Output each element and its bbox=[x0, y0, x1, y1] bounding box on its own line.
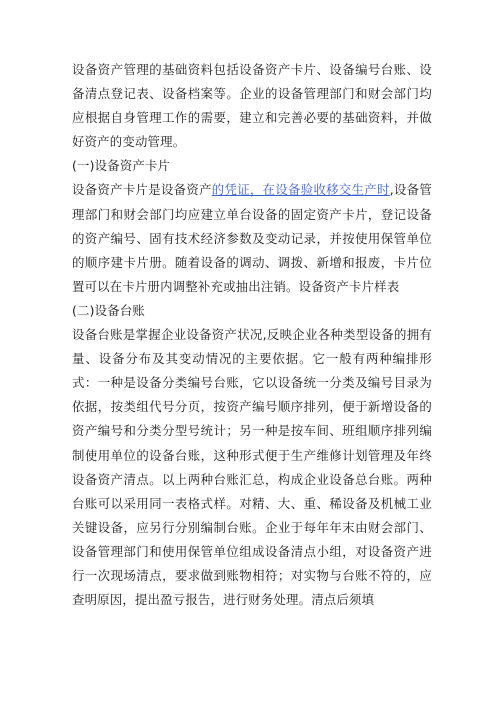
paragraph-intro: 设备资产管理的基础资料包括设备资产卡片、设备编号台账、设备清点登记表、设备档案等。企业的设备管理部门和财会部门均应根据自身管理工作的需要，建立和完善必要的基础资料，并做好资产的变动管理。 bbox=[72, 62, 432, 150]
paragraph-asset-card bbox=[72, 178, 432, 298]
document-body bbox=[72, 58, 432, 612]
section-heading-asset-card: (一)设备资产卡片 bbox=[72, 158, 171, 174]
paragraph-ledger: 设备台账是掌握企业设备资产状况,反映企业各种类型设备的拥有量、设备分布及其变动情况的主要依据。它一般有两种编排形式：一种是设备分类编号台账，它以设备统一分类及编号目录为依据，按类组代号分页，按资产编号顺序排列，便于新增设备的资产编号和分类分型号统计；另一种是按车间、班组顺序排列编制使用单位的设备台账，这种形式便于生产维修计划管理及年终设备资产清点。以上两种台账汇总，构成企业设备总台账。两种台账可以采用同一表格式样。对精、大、重、稀设备及机械工业关键设备，应另行分别编制台账。企业于每年年末由财会部门、设备管理部门和使用保管单位组成设备清点小组，对设备资产进行一次现场清点，要求做到账物相符；对实物与台账不符的，应查明原因，提出盈亏报告，进行财务处理。清点后须填 bbox=[72, 327, 432, 608]
voucher-link[interactable]: 的凭证，在设备验收移交生产时 bbox=[211, 182, 390, 198]
paragraph-asset-card-text-start: 设备资产卡片是设备资产 bbox=[72, 182, 212, 198]
paragraph-asset-card-text-end: ,设备管理部门和财会部门均应建立单台设备的固定资产卡片，登记设备的资产编号、固有技术经济参数及变动记录，并按使用保管单位的顺序建卡片册。随着设备的调动、调拨、新增和报废，卡片位置可以在卡片册内调整补充或抽出注销。设备资产卡片样表 bbox=[72, 182, 432, 294]
section-heading-ledger: (二)设备台账 bbox=[72, 302, 146, 318]
